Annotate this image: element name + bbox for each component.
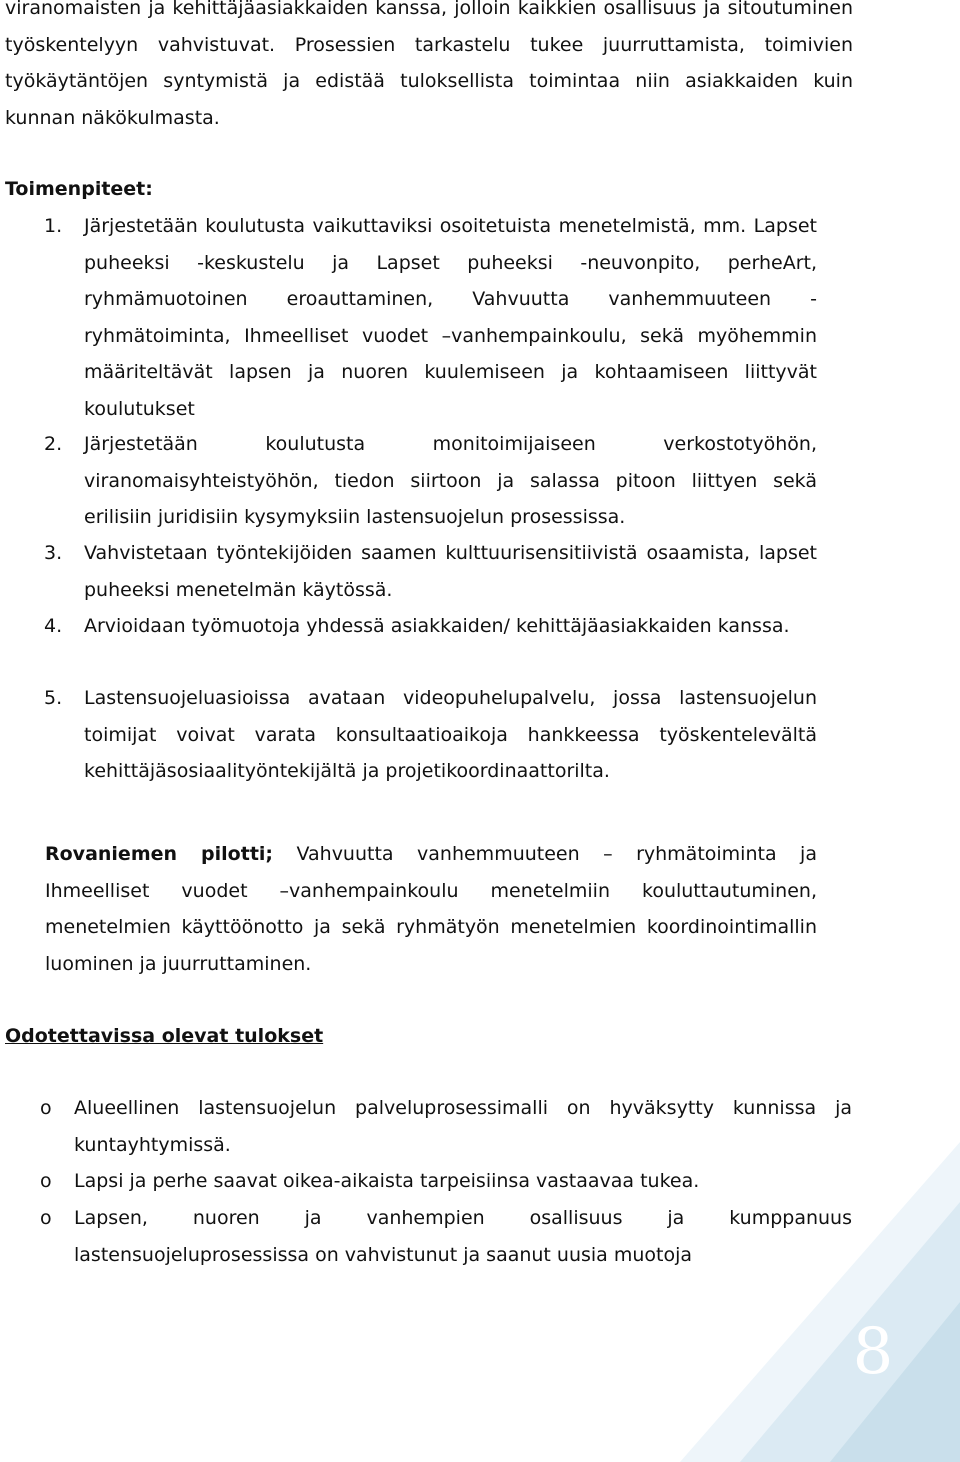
bullet-marker: o bbox=[40, 1097, 52, 1119]
measure-number: 5. bbox=[44, 687, 63, 709]
measure-number: 4. bbox=[44, 615, 63, 637]
measure-text: Arvioidaan työmuotoja yhdessä asiakkaiden/ kehittäjäasiakkaiden kanssa. bbox=[84, 615, 790, 637]
pilot-label: Rovaniemen pilotti; bbox=[45, 843, 274, 865]
measure-number: 1. bbox=[44, 215, 63, 237]
measure-number: 3. bbox=[44, 542, 63, 564]
pilot-text: Vahvuutta vanhemmuuteen – ryhmätoiminta ja Ihmeelliset vuodet –vanhempainkoulu menetelmiin kouluttautuminen, menetelmien käyttöönotto ja sekä ryhmätyön menetelmien koordinointimallin luominen ja juurruttaminen. bbox=[45, 843, 817, 975]
measure-text: Järjestetään koulutusta vaikuttaviksi osoitetuista menetelmistä, mm. Lapset puheeksi -keskustelu ja Lapset puheeksi -neuvonpito, perheArt, ryhmämuotoinen eroauttaminen, Vahvuutta vanhemmuuteen -ryhmätoiminta, Ihmeelliset vuodet –vanhempainkoulu, sekä myöhemmin määriteltävät lapsen ja nuoren kuulemiseen ja kohtaamiseen liittyvät koulutukset bbox=[84, 215, 817, 420]
measure-text: Järjestetään koulutusta monitoimijaiseen verkostotyöhön, viranomaisyhteistyöhön, tiedon siirtoon ja salassa pitoon liittyen sekä erilisiin juridisiin kysymyksiin lastensuojelun prosessissa. bbox=[84, 433, 817, 528]
result-text: Alueellinen lastensuojelun palveluprosessimalli on hyväksytty kunnissa ja kuntayhtymissä. bbox=[74, 1097, 852, 1156]
pilot-paragraph bbox=[45, 836, 817, 982]
measure-item-5 bbox=[44, 680, 817, 790]
measure-text: Lastensuojeluasioissa avataan videopuhelupalvelu, jossa lastensuojelun toimijat voivat varata konsultaatioaikoja hankkeessa työskentelevältä kehittäjäsosiaalityöntekijältä ja projetikoordinaattorilta. bbox=[84, 687, 817, 782]
measure-item-4 bbox=[44, 608, 817, 645]
bullet-marker: o bbox=[40, 1170, 52, 1192]
measure-number: 2. bbox=[44, 433, 63, 455]
measure-item-3 bbox=[44, 535, 817, 608]
measure-item-1 bbox=[44, 208, 817, 427]
measure-item-2 bbox=[44, 426, 817, 536]
measure-text: Vahvistetaan työntekijöiden saamen kulttuurisensitiivistä osaamista, lapset puheeksi menetelmän käytössä. bbox=[84, 542, 817, 601]
bullet-marker: o bbox=[40, 1207, 52, 1229]
result-text: Lapsen, nuoren ja vanhempien osallisuus ja kumppanuus lastensuojeluprosessissa on vahvistunut ja saanut uusia muotoja bbox=[74, 1207, 852, 1266]
page-number: 8 bbox=[852, 1315, 894, 1389]
page-corner-decoration bbox=[680, 1142, 960, 1462]
results-heading: Odotettavissa olevat tulokset bbox=[5, 1025, 324, 1047]
measures-heading: Toimenpiteet: bbox=[5, 178, 153, 200]
intro-paragraph: viranomaisten ja kehittäjäasiakkaiden kanssa, jolloin kaikkien osallisuus ja sitoutuminen työskentelyyn vahvistuvat. Prosessien tarkastelu tukee juurruttamista, toimivien työkäytäntöjen syntymistä ja edistää tuloksellista toimintaa niin asiakkaiden kuin kunnan näkökulmasta. bbox=[5, 0, 853, 129]
result-text: Lapsi ja perhe saavat oikea-aikaista tarpeisiinsa vastaavaa tukea. bbox=[74, 1170, 700, 1192]
